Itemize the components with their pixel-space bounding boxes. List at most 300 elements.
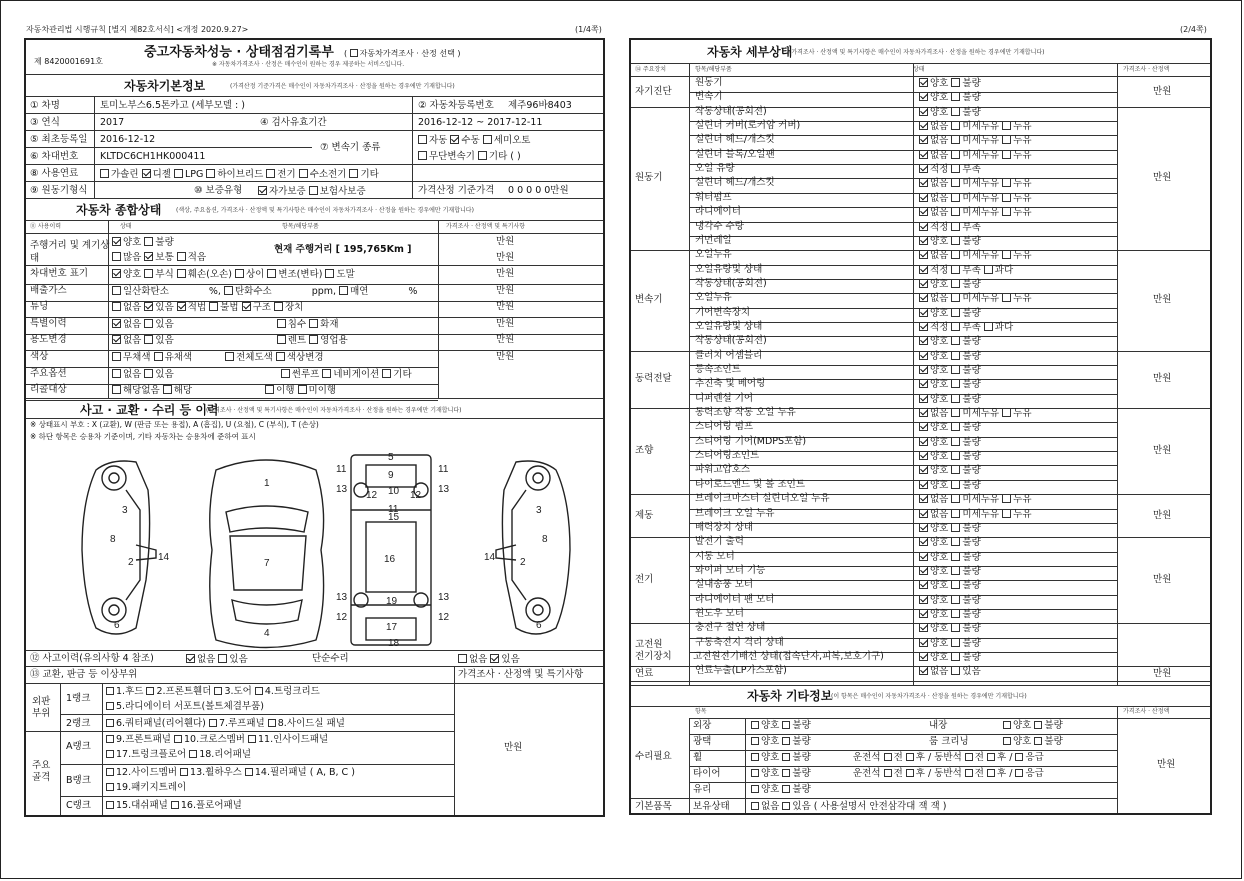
option-label: 매연	[350, 285, 369, 297]
option-label: 일산화탄소	[123, 285, 169, 297]
option-label: 양호	[930, 92, 949, 104]
svg-text:19: 19	[386, 596, 398, 607]
svg-text:16: 16	[384, 554, 396, 565]
rank1-parts-b: 5.라디에이터 서포트(볼트체결부품)	[106, 702, 264, 712]
checkbox	[951, 92, 960, 101]
checkbox	[309, 335, 318, 344]
option-label: 미세누유	[962, 192, 1000, 204]
detail-group-price: 만원	[1153, 373, 1172, 385]
checkbox	[919, 178, 928, 187]
checkbox	[951, 265, 960, 274]
option-label: 불량	[962, 307, 981, 319]
option-label: 과다	[994, 321, 1014, 333]
option-label: 미세누유	[962, 121, 1000, 133]
detail-item-label: 기어변속장치	[695, 306, 751, 318]
svg-text:17: 17	[386, 622, 398, 633]
detail-item-label: 스티어링조인트	[695, 450, 760, 462]
detail-item-state	[919, 78, 981, 89]
section-basic-title: 자동차기본정보	[124, 79, 206, 93]
option-label: 누유	[1013, 408, 1032, 420]
col-detail: 항목/해당부품	[282, 223, 319, 230]
svg-text:13: 13	[438, 592, 450, 603]
gloss-label: 광택	[693, 736, 712, 747]
simple-repair-opts: 없음 있음	[458, 654, 520, 665]
option-label: 양호	[123, 269, 142, 280]
option-label: 부족	[962, 264, 981, 276]
option-label: 없음	[123, 368, 142, 380]
checkbox	[919, 365, 928, 374]
option-label: 양호	[930, 379, 949, 391]
detail-item-label: 작동상태(공회전)	[695, 277, 767, 289]
owned-opts: 없음 있음 ( 사용설명서 안전삼각대 잭 잭 )	[751, 802, 946, 812]
svg-text:6: 6	[114, 620, 120, 631]
page-number-left: (1/4쪽)	[575, 25, 602, 34]
section-other-note: (이 항목은 매수인이 자동차가격조사 · 산정을 원하는 경우에만 기재합니다)	[831, 693, 1027, 700]
detail-item-label: 오일유량및 상태	[695, 320, 763, 332]
first-reg-value: 2016-12-12	[100, 134, 156, 145]
option-label: 없음	[930, 121, 949, 133]
detail-group-label: 자기진단	[635, 86, 672, 98]
gloss-opts: 양호 불량	[751, 737, 811, 747]
page-title: 중고자동차성능 · 상태점검기록부	[144, 45, 334, 60]
vin-label: ⑥ 차대번호	[30, 151, 79, 162]
col-main-device: ⑭ 주요장치	[635, 66, 667, 73]
option-label: 양호	[930, 307, 949, 319]
detail-item-label: 워터펌프	[695, 191, 732, 203]
option-label: 미세누유	[962, 135, 1000, 147]
option-label: 있음	[155, 368, 174, 380]
option-label: 없음	[930, 666, 949, 678]
option-label: 없음	[930, 508, 949, 520]
option-label: 없음	[930, 250, 949, 262]
form-header-left: 자동차관리법 시행규칙 [별지 제82호서식] <개정 2020.9.27>	[26, 25, 249, 34]
checkbox	[298, 385, 307, 394]
option-label: 없음	[123, 335, 142, 347]
detail-item-label: 실린더 커버(로커암 커버)	[695, 120, 801, 132]
svg-text:12: 12	[336, 612, 348, 623]
checkbox	[177, 302, 186, 311]
checkbox	[1002, 494, 1011, 503]
svg-text:11: 11	[388, 504, 399, 515]
option-label: 누유	[1013, 508, 1032, 520]
page-2	[629, 38, 1212, 815]
checkbox	[919, 451, 928, 460]
rank2-parts: 6.쿼터패널(리어휀다) 7.루프패널 8.사이드실 패널	[106, 719, 345, 729]
checkbox	[112, 319, 121, 328]
option-label: 불량	[962, 78, 981, 89]
rankB-parts-a: 12.사이드멤버 13.휠하우스 14.필러패널 ( A, B, C )	[106, 768, 355, 778]
option-label: 부족	[962, 221, 981, 233]
wheel-position: 운전석 전 후 / 동반석 전 후 / 응급	[853, 752, 1044, 763]
option-label: 누유	[1013, 149, 1032, 161]
detail-item-label: 추진축 및 베어링	[695, 378, 766, 390]
option-label: 양호	[930, 235, 949, 247]
checkbox	[951, 308, 960, 317]
checkbox	[309, 319, 318, 328]
detail-item-state	[919, 666, 981, 677]
checkbox	[277, 335, 286, 344]
detail-item-state	[919, 580, 981, 591]
tire-label: 타이어	[693, 768, 721, 779]
detail-item-state	[919, 150, 1032, 161]
detail-item-state	[919, 293, 1032, 304]
overall-row-label: 배출가스	[30, 284, 67, 296]
checkbox	[951, 365, 960, 374]
option-label: 색상변경	[286, 352, 324, 363]
option-label: 양호	[930, 278, 949, 290]
detail-item-state	[919, 408, 1032, 419]
rank2-label: 2랭크	[66, 718, 91, 729]
checkbox	[112, 335, 121, 344]
checkbox	[919, 193, 928, 202]
detail-group-price: 만원	[1153, 86, 1172, 98]
option-label: 불량	[962, 608, 981, 620]
svg-text:11: 11	[438, 464, 449, 475]
option-label: 누유	[1013, 135, 1032, 147]
option-label: 미세누유	[962, 250, 1000, 262]
option-label: 양호	[930, 78, 949, 89]
room-label: 룸 크리닝	[929, 736, 969, 747]
detail-item-state	[919, 638, 981, 649]
option-label: 없음	[930, 149, 949, 161]
detail-item-state	[919, 422, 981, 433]
svg-text:18: 18	[388, 638, 400, 649]
option-label: 장치	[284, 302, 304, 314]
svg-text:11: 11	[336, 464, 347, 475]
rankC-parts: 15.대쉬패널 16.플로어패널	[106, 801, 242, 811]
checkbox	[951, 422, 960, 431]
checkbox	[919, 408, 928, 417]
checkbox	[281, 369, 290, 378]
checkbox	[919, 580, 928, 589]
detail-item-state	[919, 121, 1032, 132]
abnormal-price-col: 가격조사 · 산정액 및 특기사항	[458, 669, 584, 680]
option-label: 불량	[962, 522, 981, 534]
option-label: 누유	[1013, 250, 1032, 262]
option-label: 적정	[930, 321, 949, 333]
svg-text:13: 13	[336, 484, 348, 495]
option-label: 양호	[930, 637, 949, 649]
detail-item-label: 와이퍼 모터 기능	[695, 564, 766, 576]
option-label: 불량	[962, 436, 981, 448]
option-label: 있음	[155, 302, 174, 314]
wheel-label: 휠	[693, 752, 703, 763]
room-opts: 양호 불량	[1003, 737, 1063, 747]
col-price-2: 가격조사 · 산정액	[1123, 66, 1170, 73]
detail-item-state	[919, 523, 981, 534]
checkbox	[1002, 509, 1011, 518]
checkbox	[112, 269, 121, 278]
option-label: 없음	[930, 293, 949, 305]
detail-group-label: 동력전달	[635, 373, 672, 385]
legend-symbols: ※ 상태표시 부호 : X (교환), W (판금 또는 용접), A (흠집), U (요철), C (부식), T (손상)	[30, 420, 319, 429]
checkbox	[144, 302, 153, 311]
option-label: 양호	[930, 336, 949, 348]
detail-item-label: 실린더 헤드/개스킷	[695, 134, 775, 146]
tire-position: 운전석 전 후 / 동반석 전 후 / 응급	[853, 768, 1044, 779]
checkbox	[919, 78, 928, 87]
option-label: 화재	[320, 318, 339, 330]
abnormal-parts-label: ⑬ 교환, 판금 등 이상부위	[30, 669, 138, 680]
mileage-value: 현재 주행거리 [ 195,765Km ]	[274, 244, 412, 255]
checkbox	[919, 666, 928, 675]
checkbox	[322, 369, 331, 378]
section-detail-title: 자동차 세부상태	[707, 45, 793, 59]
checkbox	[919, 265, 928, 274]
checkbox	[919, 322, 928, 331]
option-label: 부족	[962, 164, 981, 176]
option-label: 불량	[962, 652, 981, 663]
checkbox	[242, 302, 251, 311]
overall-row-price: 만원	[496, 284, 515, 296]
option-label: 불량	[962, 637, 981, 649]
checkbox	[919, 351, 928, 360]
option-label: 불량	[962, 451, 981, 463]
option-label: 도말	[336, 269, 355, 280]
detail-item-state	[919, 222, 981, 233]
checkbox	[919, 494, 928, 503]
checkbox	[951, 135, 960, 144]
detail-item-label: 실내송풍 모터	[695, 579, 754, 591]
overall-row-label: 용도변경	[30, 334, 67, 346]
option-label: 미세누유	[962, 293, 1000, 305]
detail-group-price: 만원	[1153, 294, 1172, 306]
detail-item-label: 타이로드엔드 및 볼 조인트	[695, 478, 806, 490]
checkbox	[951, 666, 960, 675]
overall-row-options	[112, 286, 417, 297]
detail-item-label: 등속조인트	[695, 364, 741, 375]
option-label: 네비게이션	[333, 368, 380, 380]
detail-item-label: 작동상태(공회전)	[695, 105, 767, 117]
detail-item-state	[919, 451, 981, 462]
checkbox	[919, 164, 928, 173]
checkbox	[919, 480, 928, 489]
svg-text:3: 3	[536, 505, 542, 516]
option-label: 썬루프	[291, 368, 320, 380]
option-label: 영업용	[320, 335, 348, 347]
detail-item-state	[919, 509, 1032, 520]
section-overall-note: (색상, 주요옵션, 가격조사 · 산정액 및 특기사항은 매수인이 자동차가격조사 · 산정을 원하는 경우에만 기재합니다)	[176, 207, 474, 214]
overall-row-options	[112, 269, 355, 280]
option-label: 미세누유	[962, 178, 1000, 190]
checkbox	[951, 595, 960, 604]
option-label: 불량	[962, 393, 981, 405]
checkbox	[951, 250, 960, 259]
svg-text:8: 8	[542, 534, 548, 545]
checkbox	[919, 537, 928, 546]
option-label: 미세누유	[962, 149, 1000, 161]
checkbox	[112, 385, 121, 394]
checkbox	[1002, 150, 1011, 159]
checkbox	[951, 523, 960, 532]
option-label: 누유	[1013, 207, 1032, 219]
checkbox	[144, 369, 153, 378]
checkbox	[951, 394, 960, 403]
checkbox	[274, 302, 283, 311]
option-label: 해당없음	[123, 385, 160, 397]
checkbox	[919, 236, 928, 245]
option-label: 양호	[930, 350, 949, 362]
mileage-label: 주행거리 및 계기상태	[30, 240, 110, 264]
option-label: 양호	[930, 365, 949, 376]
rankA-label: A랭크	[66, 741, 91, 752]
checkbox	[112, 369, 121, 378]
svg-text:6: 6	[536, 620, 542, 631]
detail-group-label: 제동	[635, 509, 654, 521]
trans-opts-row1: 자동 수동 세미오토	[418, 135, 531, 146]
overall-row-price: 만원	[496, 268, 515, 279]
svg-text:14: 14	[484, 552, 496, 563]
checkbox	[1002, 408, 1011, 417]
detail-item-label: 오일 유량	[695, 163, 735, 175]
svg-text:4: 4	[264, 628, 270, 639]
option-label: 불량	[962, 594, 981, 606]
checkbox	[951, 437, 960, 446]
repair-needed-label: 수리필요	[635, 751, 672, 762]
option-label: 부식	[155, 269, 174, 280]
option-label: 침수	[287, 318, 307, 330]
title-option: ( 자동차가격조사 · 산정 선택 )	[344, 49, 461, 58]
option-label: 누유	[1013, 293, 1032, 305]
detail-item-state	[919, 595, 981, 606]
checkbox	[919, 552, 928, 561]
detail-group-label: 조향	[635, 445, 654, 457]
detail-item-state	[919, 193, 1032, 204]
checkbox	[112, 352, 121, 361]
checkbox	[235, 269, 244, 278]
checkbox	[144, 335, 153, 344]
option-label: 없음	[930, 207, 949, 219]
checkbox	[277, 319, 286, 328]
option-label: 불량	[962, 580, 981, 592]
detail-group-price: 만원	[1153, 445, 1172, 457]
checkbox	[919, 379, 928, 388]
option-label: 불량	[962, 623, 981, 635]
option-label: 양호	[930, 393, 949, 405]
option-label: 불량	[962, 350, 981, 362]
checkbox	[951, 537, 960, 546]
overall-row-label: 색상	[30, 351, 49, 362]
rank1-parts-a: 1.후드 2.프론트휀더 3.도어 4.트렁크리드	[106, 687, 320, 697]
checkbox	[951, 322, 960, 331]
detail-item-label: 스티어링 펌프	[695, 421, 754, 433]
option-label: 양호	[930, 551, 949, 563]
option-label: 불량	[962, 465, 981, 477]
int-label: 내장	[929, 720, 948, 731]
option-label: 누유	[1013, 494, 1032, 506]
option-label: 양호	[930, 479, 949, 491]
checkbox	[951, 465, 960, 474]
section-other-title: 자동차 기타정보	[747, 689, 833, 703]
checkbox	[276, 352, 285, 361]
option-label: 양호	[930, 106, 949, 118]
first-reg-label: ⑤ 최초등록일	[30, 134, 88, 145]
svg-text:10: 10	[388, 486, 400, 497]
svg-text:8: 8	[110, 534, 116, 545]
detail-item-label: 실린더 블록/오일팬	[695, 148, 775, 160]
detail-item-label: 변속기	[695, 91, 723, 103]
accident-history-opts: 없음 있음	[186, 654, 248, 665]
overall-row-price: 만원	[496, 301, 515, 313]
detail-item-label: 브레이크마스터 실린더오일 누유	[695, 493, 830, 505]
checkbox	[951, 638, 960, 647]
detail-item-state	[919, 465, 981, 476]
option-label: 이행	[276, 385, 295, 397]
detail-item-label: 스티어링 기어(MDPS포함)	[695, 435, 807, 447]
checkbox	[1002, 135, 1011, 144]
checkbox	[951, 623, 960, 632]
checkbox	[919, 279, 928, 288]
checkbox	[919, 609, 928, 618]
option-label: 누유	[1013, 192, 1032, 204]
detail-item-label: 배력장치 상태	[695, 521, 754, 533]
overall-row-options	[112, 352, 324, 363]
checkbox	[325, 269, 334, 278]
option-label: 불량	[962, 422, 981, 434]
detail-group-price: 만원	[1153, 172, 1172, 184]
detail-item-state	[919, 336, 981, 347]
warranty-opts: 자가보증 보험사보증	[258, 186, 366, 197]
legend-note: ※ 하단 항목은 승용차 기준이며, 기타 자동차는 승용차에 준하여 표시	[30, 432, 256, 441]
checkbox	[951, 480, 960, 489]
option-label: 렌트	[287, 335, 307, 347]
checkbox	[112, 302, 121, 311]
car-body-diagram	[66, 450, 586, 650]
detail-item-label: 오일누유	[695, 292, 732, 304]
detail-item-label: 동력조향 작동 오일 누유	[695, 407, 796, 419]
option-label: 있음	[155, 335, 174, 347]
overall-row-options	[112, 385, 336, 396]
checkbox	[984, 265, 993, 274]
svg-text:13: 13	[336, 592, 348, 603]
checkbox	[919, 92, 928, 101]
checkbox	[1002, 293, 1011, 302]
overall-row-options	[112, 335, 348, 346]
checkbox	[919, 465, 928, 474]
checkbox	[919, 293, 928, 302]
fuel-label: ⑧ 사용연료	[30, 168, 79, 179]
checkbox	[1002, 178, 1011, 187]
section-detail-note: (가격조사 · 산정액 및 특기사항은 매수인이 자동차가격조사 · 산정을 원하는 경우에만 기재합니다)	[789, 49, 1045, 56]
option-label: 불량	[962, 235, 981, 247]
checkbox	[919, 107, 928, 116]
checkbox	[144, 319, 153, 328]
warranty-label: ⑩ 보증유형	[194, 185, 243, 196]
option-label: 적정	[930, 264, 949, 276]
rank1-label: 1랭크	[66, 693, 91, 704]
tire-opts: 양호 불량	[751, 769, 811, 779]
rankC-label: C랭크	[66, 800, 91, 811]
checkbox	[919, 566, 928, 575]
overall-row-label: 주요옵션	[30, 367, 67, 379]
option-label: 부족	[962, 321, 981, 333]
overall-row-label: 특별이력	[30, 317, 67, 329]
car-name-label: ① 차명	[30, 100, 60, 111]
detail-item-state	[919, 164, 981, 175]
detail-item-label: 연료누출(LP가스포함)	[695, 665, 787, 677]
checkbox	[951, 566, 960, 575]
option-label: 양호	[930, 608, 949, 620]
option-label: 탄화수소	[234, 285, 272, 297]
checkbox	[919, 222, 928, 231]
option-label: 없음	[930, 408, 949, 420]
option-label: 양호	[930, 522, 949, 534]
detail-item-state	[919, 566, 981, 577]
option-label: 불량	[962, 551, 981, 563]
checkbox	[339, 286, 348, 295]
option-label: 불량	[962, 278, 981, 290]
option-label: 누유	[1013, 178, 1032, 190]
